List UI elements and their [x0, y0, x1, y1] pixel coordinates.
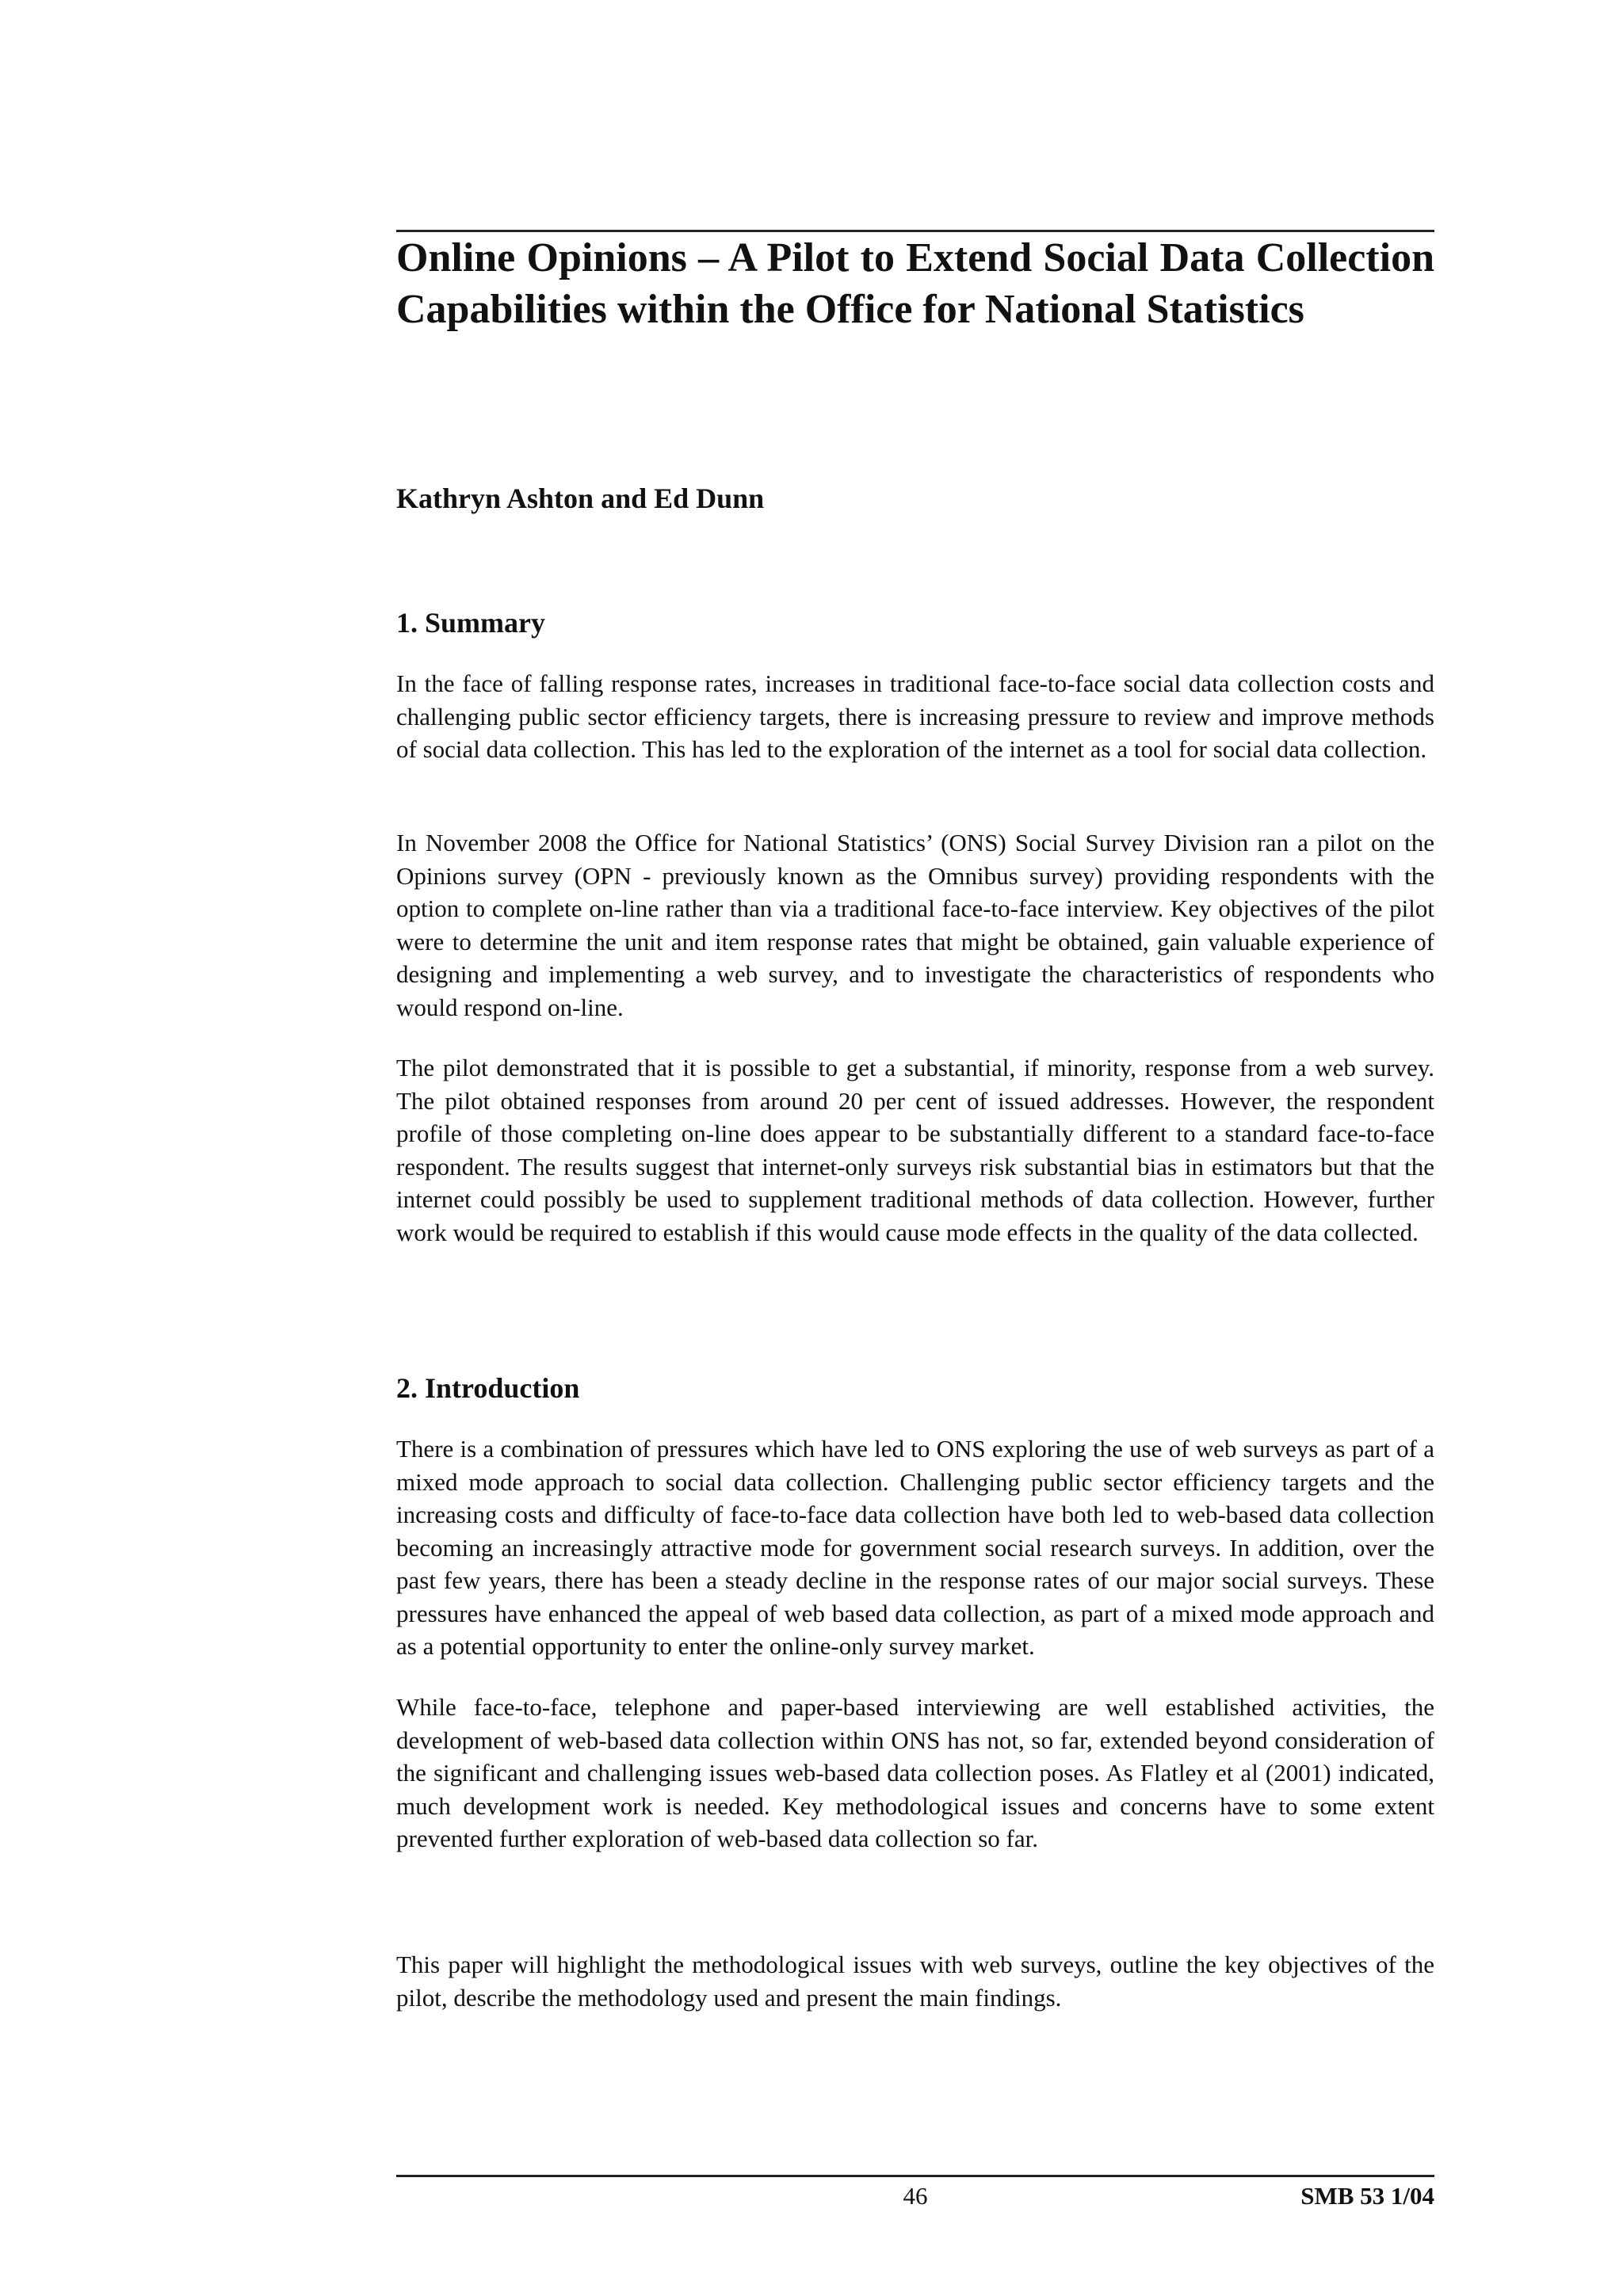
page-number: 46: [903, 2182, 928, 2210]
paper-page: [396, 0, 1434, 2296]
introduction-paragraph-3: This paper will highlight the methodological issues with web surveys, outline the key objectives of the pilot, describe the methodology used and present the main findings.: [396, 1951, 1434, 2012]
journal-reference: SMB 53 1/04: [1300, 2182, 1434, 2210]
paper-title: Online Opinions – A Pilot to Extend Social Data Collection Capabilities within the Office for National Statistics: [396, 235, 1434, 332]
introduction-paragraph-2: While face-to-face, telephone and paper-based interviewing are well established activities, the development of web-based data collection within ONS has not, so far, extended beyond consideration of the significant and challenging issues web-based data collection poses. As Flatley et al (2001) indicated, much development work is needed. Key methodological issues and concerns have to some extent prevented further exploration of web-based data collection so far.: [396, 1693, 1434, 1852]
section-heading-summary: 1. Summary: [396, 607, 545, 639]
footer-rule: [396, 2175, 1434, 2177]
section-heading-introduction: 2. Introduction: [396, 1372, 580, 1404]
introduction-paragraph-1: There is a combination of pressures which have led to ONS exploring the use of web surveys as part of a mixed mode approach to social data collection. Challenging public sector efficiency targets and the increasing costs and difficulty of face-to-face data collection have both led to web-based data collection becoming an increasingly attractive mode for government social research surveys. In addition, over the past few years, there has been a steady decline in the response rates of our major social surveys. These pressures have enhanced the appeal of web based data collection, as part of a mixed mode approach and as a potential opportunity to enter the online-only survey market.: [396, 1435, 1434, 1660]
paper-authors: Kathryn Ashton and Ed Dunn: [396, 482, 765, 514]
summary-paragraph-2: In November 2008 the Office for National Statistics’ (ONS) Social Survey Division ran a pilot on the Opinions survey (OPN - previously known as the Omnibus survey) providing respondents with the option to complete on-line rather than via a traditional face-to-face interview. Key objectives of the pilot were to determine the unit and item response rates that might be obtained, gain valuable experience of designing and implementing a web survey, and to investigate the characteristics of respondents who would respond on-line.: [396, 829, 1434, 1021]
summary-paragraph-3: The pilot demonstrated that it is possible to get a substantial, if minority, response from a web survey. The pilot obtained responses from around 20 per cent of issued addresses. However, the respondent profile of those completing on-line does appear to be substantially different to a standard face-to-face respondent. The results suggest that internet-only surveys risk substantial bias in estimators but that the internet could possibly be used to supplement traditional methods of data collection. However, further work would be required to establish if this would cause mode effects in the quality of the data collected.: [396, 1054, 1434, 1246]
summary-paragraph-1: In the face of falling response rates, increases in traditional face-to-face social data collection costs and challenging public sector efficiency targets, there is increasing pressure to review and improve methods of social data collection. This has led to the exploration of the internet as a tool for social data collection.: [396, 669, 1434, 763]
